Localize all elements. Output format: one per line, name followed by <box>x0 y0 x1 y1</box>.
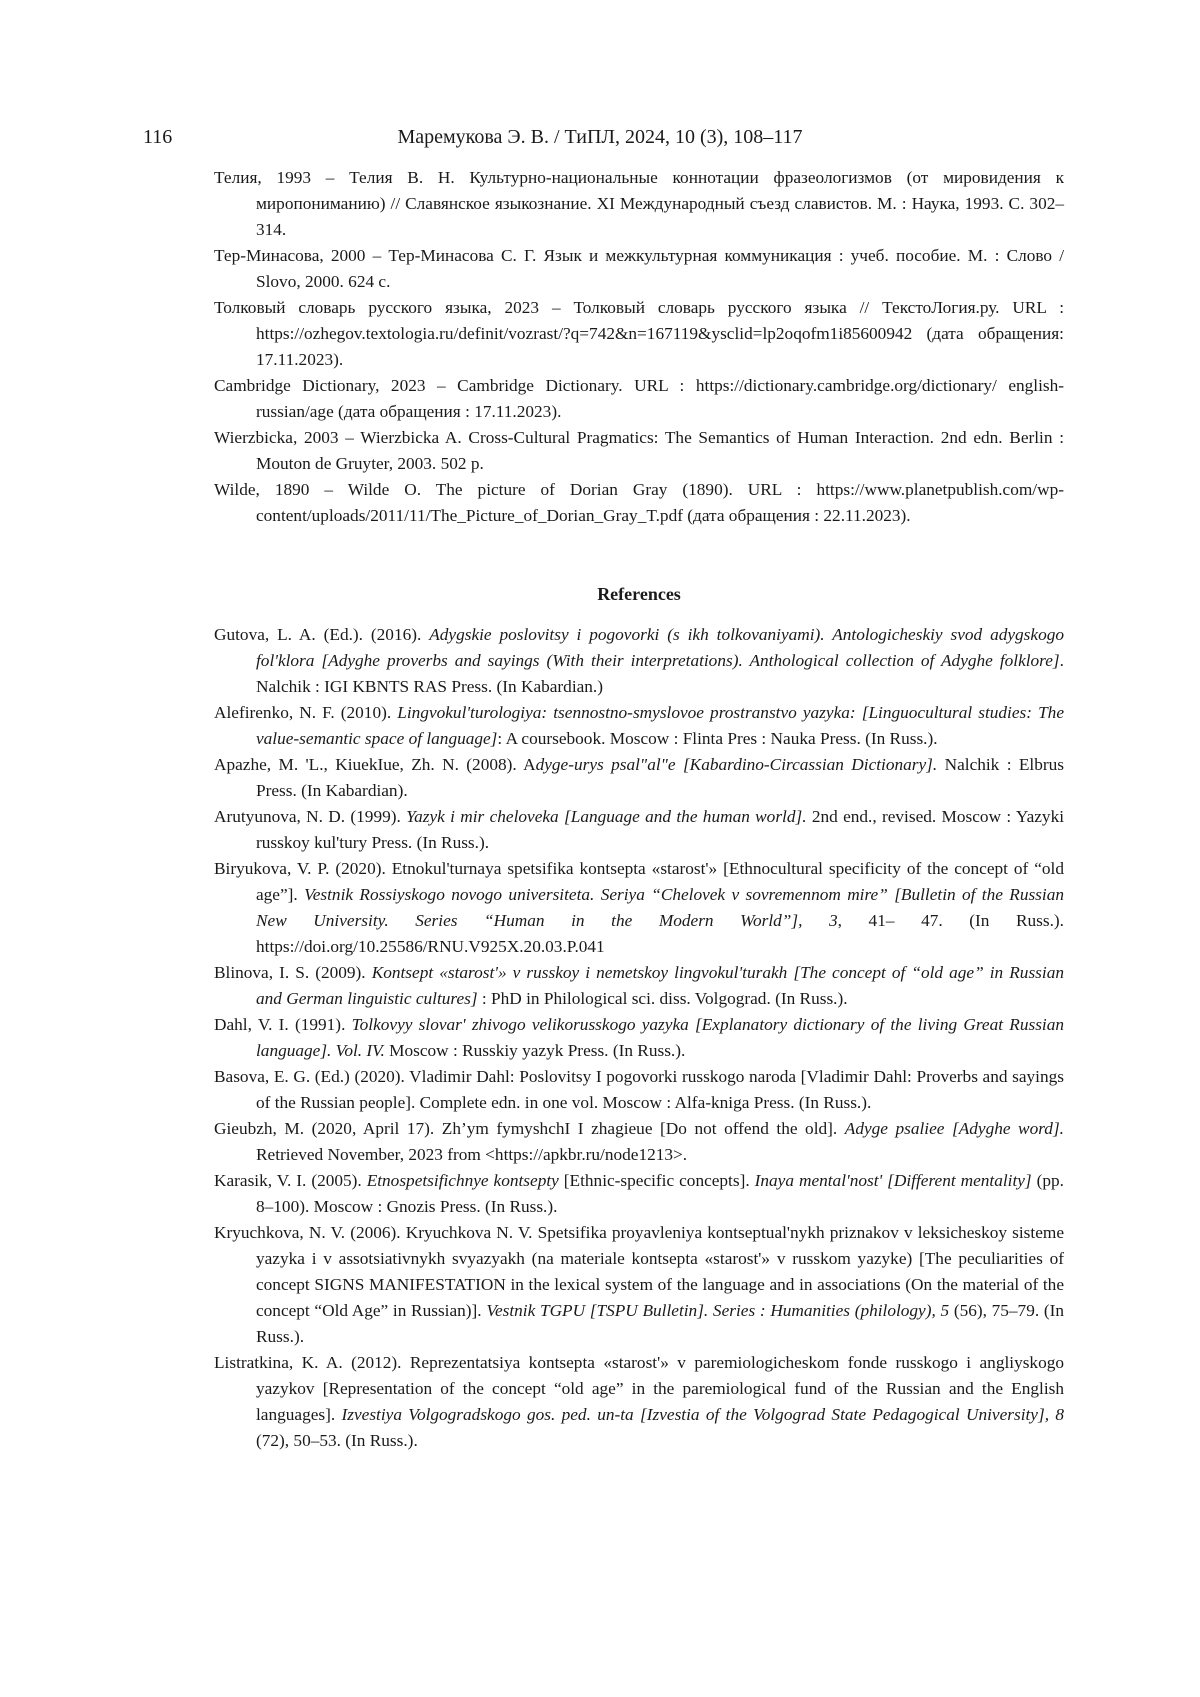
entry-text: (56), 75–79. (In Russ.). <box>256 1301 1065 1346</box>
entry-text: Wilde, 1890 – Wilde O. The picture of Dorian Gray (1890). URL : https://www.planetpublish.com/wp-content/uploads/2011/11/The_Picture_of_Dorian_Gray_T.pdf (дата обращения : 22.11.2023). <box>214 480 1064 525</box>
entry-text: 2nd end., revised. Moscow : Yazyki russkoy kul'tury Press. (In Russ.). <box>256 807 1065 852</box>
references-list <box>214 622 1064 1454</box>
bibliography-entry <box>214 477 1064 529</box>
entry-italic-text: Lingvokul'turologiya: tsennostno-smyslovoe prostranstvo yazyka: [Linguocultural studies: The value-semantic space of language] <box>256 703 1064 748</box>
entry-text: Толковый словарь русского языка, 2023 – Толковый словарь русского языка // ТекстоЛогия.ру. URL : https://ozhegov.textologia.ru/definit/vozrast/?q=742&n=167119&ysclid=lp2oqofm1i85600942 (дата обращения: 17.11.2023). <box>214 298 1064 369</box>
page-number: 116 <box>143 126 173 148</box>
entry-text: Blinova, I. S. (2009). <box>214 963 372 982</box>
entry-italic-text: Tolkovyy slovar' zhivogo velikorusskogo yazyka [Explanatory dictionary of the living Great Russian language]. Vol. IV. <box>256 1015 1064 1060</box>
bibliography-entry <box>214 295 1064 373</box>
reference-entry <box>214 1064 1064 1116</box>
reference-entry <box>214 622 1064 700</box>
reference-entry <box>214 1220 1064 1350</box>
entry-italic-text: Yazyk i mir cheloveka [Language and the human world]. <box>406 807 807 826</box>
entry-text: Arutyunova, N. D. (1999). <box>214 807 407 826</box>
reference-entry <box>214 1012 1064 1064</box>
bibliography-entry <box>214 165 1064 243</box>
entry-italic-text: Kontsept «starost'» v russkoy i nemetskoy lingvokul'turakh [The concept of “old age” in Russian and German linguistic cultures] <box>256 963 1064 1008</box>
entry-text: Nalchik : Elbrus Press. (In Kabardian). <box>256 755 1064 800</box>
entry-text: Телия, 1993 – Телия В. Н. Культурно-национальные коннотации фразеологизмов (от мировидения к миропониманию) // Славянское языкознание. XI Международный съезд славистов. М. : Наука, 1993. С. 302–314. <box>214 168 1064 239</box>
running-head: Маремукова Э. В. / ТиПЛ, 2024, 10 (3), 108–117 <box>397 126 803 148</box>
entry-text: Alefirenko, N. F. (2010). <box>214 703 398 722</box>
entry-text: Karasik, V. I. (2005). <box>214 1171 367 1190</box>
entry-italic-text: Etnospetsifichnye kontsepty <box>366 1171 559 1190</box>
bibliography-entry <box>214 243 1064 295</box>
entry-text: Retrieved November, 2023 from <https://apkbr.ru/node1213>. <box>256 1145 688 1164</box>
entry-text: Listratkina, K. A. (2012). Reprezentatsiya kontsepta «starost'» v paremiologicheskom fonde russkogo i angliyskogo yazykov [Representation of the concept “old age” in the paremiological fund of the Russian and the English languages]. <box>214 1353 1064 1424</box>
entry-italic-text: Izvestiya Volgogradskogo gos. ped. un-ta [Izvestia of the Volgograd State Pedagogical University], 8 <box>341 1405 1064 1424</box>
entry-italic-text: Vestnik TGPU [TSPU Bulletin]. Series : Humanities (philology), 5 <box>486 1301 950 1320</box>
entry-italic-text: dyge-urys psal"al"e [Kabardino-Circassian Dictionary]. <box>535 755 938 774</box>
entry-italic-text: Inaya mental'nost' [Different mentality] <box>754 1171 1032 1190</box>
entry-text: [Ethnic-specific concepts]. <box>558 1171 755 1190</box>
entry-text: Wierzbicka, 2003 – Wierzbicka A. Cross-Cultural Pragmatics: The Semantics of Human Interaction. 2nd edn. Berlin : Mouton de Gruyter, 2003. 502 p. <box>214 428 1064 473</box>
entry-text: , 41– 47. (In Russ.). https://doi.org/10.25586/RNU.V925X.20.03.P.041 <box>256 911 1064 956</box>
entry-italic-text: Adyge psaliee [Adyghe word]. <box>844 1119 1064 1138</box>
page-header <box>143 126 1057 152</box>
entry-text: (pp. 8–100). Moscow : Gnozis Press. (In Russ.). <box>256 1171 1064 1216</box>
entry-text: Basova, E. G. (Ed.) (2020). Vladimir Dahl: Poslovitsy I pogovorki russkogo naroda [Vladimir Dahl: Proverbs and sayings of the Russian people]. Complete edn. in one vol. Moscow : Alfa-kniga Press. (In Russ.). <box>214 1067 1064 1112</box>
entry-text: Cambridge Dictionary, 2023 – Cambridge Dictionary. URL : https://dictionary.cambridge.org/dictionary/ english-russian/age (дата обращения : 17.11.2023). <box>214 376 1064 421</box>
entry-text: Тер-Минасова, 2000 – Тер-Минасова С. Г. Язык и межкультурная коммуникация : учеб. пособие. М. : Слово / Slovo, 2000. 624 с. <box>214 246 1064 291</box>
bibliography-entry <box>214 373 1064 425</box>
entry-text: Dahl, V. I. (1991). <box>214 1015 352 1034</box>
reference-entry <box>214 1116 1064 1168</box>
entry-text: : PhD in Philological sci. diss. Volgograd. (In Russ.). <box>477 989 848 1008</box>
entry-text: Biryukova, V. P. (2020). Etnokul'turnaya spetsifika kontsepta «starost'» [Ethnocultural specificity of the concept of “old age”]. <box>214 859 1064 904</box>
reference-entry <box>214 1168 1064 1220</box>
entry-text: Gieubzh, M. (2020, April 17). Zh’ym fymyshchI I zhagieue [Do not offend the old]. <box>214 1119 845 1138</box>
references-heading: References <box>597 584 681 604</box>
reference-entry <box>214 960 1064 1012</box>
bibliography-entry <box>214 425 1064 477</box>
entry-text: Moscow : Russkiy yazyk Press. (In Russ.). <box>384 1041 686 1060</box>
entry-text: Kryuchkova, N. V. (2006). Kryuchkova N. V. Spetsifika proyavleniya kontseptual'nykh priznakov v leksicheskoy sisteme yazyka i v assotsiativnykh svyazyakh (na materiale kontsepta «starost'» v russkom yazyke) [The peculiarities of concept SIGNS MANIFESTATION in the lexical system of the language and in associations (On the material of the concept “Old Age” in Russian)]. <box>214 1223 1064 1320</box>
entry-text: (72), 50–53. (In Russ.). <box>256 1431 418 1450</box>
bibliography-list <box>214 165 1064 529</box>
entry-italic-text: Vestnik Rossiyskogo novogo universiteta. Seriya “Chelovek v sovremennom mire” [Bulletin of the Russian New University. Series “Human in the Modern World”], 3 <box>256 885 1064 930</box>
reference-entry <box>214 804 1064 856</box>
entry-text: Apazhe, M. 'L., KiuekIue, Zh. N. (2008). A <box>214 755 536 774</box>
reference-entry <box>214 1350 1064 1454</box>
reference-entry <box>214 856 1064 960</box>
entry-text: Gutova, L. A. (Ed.). (2016). <box>214 625 430 644</box>
entry-text: : A coursebook. Moscow : Flinta Pres : Nauka Press. (In Russ.). <box>497 729 938 748</box>
entry-italic-text: Adygskie poslovitsy i pogovorki (s ikh tolkovaniyami). Antologicheskiy svod adygskogo fol'klora [Adyghe proverbs and sayings (With their interpretations). Anthological collection of Adyghe folklore] <box>256 625 1064 670</box>
reference-entry <box>214 700 1064 752</box>
entry-text: . Nalchik : IGI KBNTS RAS Press. (In Kabardian.) <box>256 651 1064 696</box>
reference-entry <box>214 752 1064 804</box>
